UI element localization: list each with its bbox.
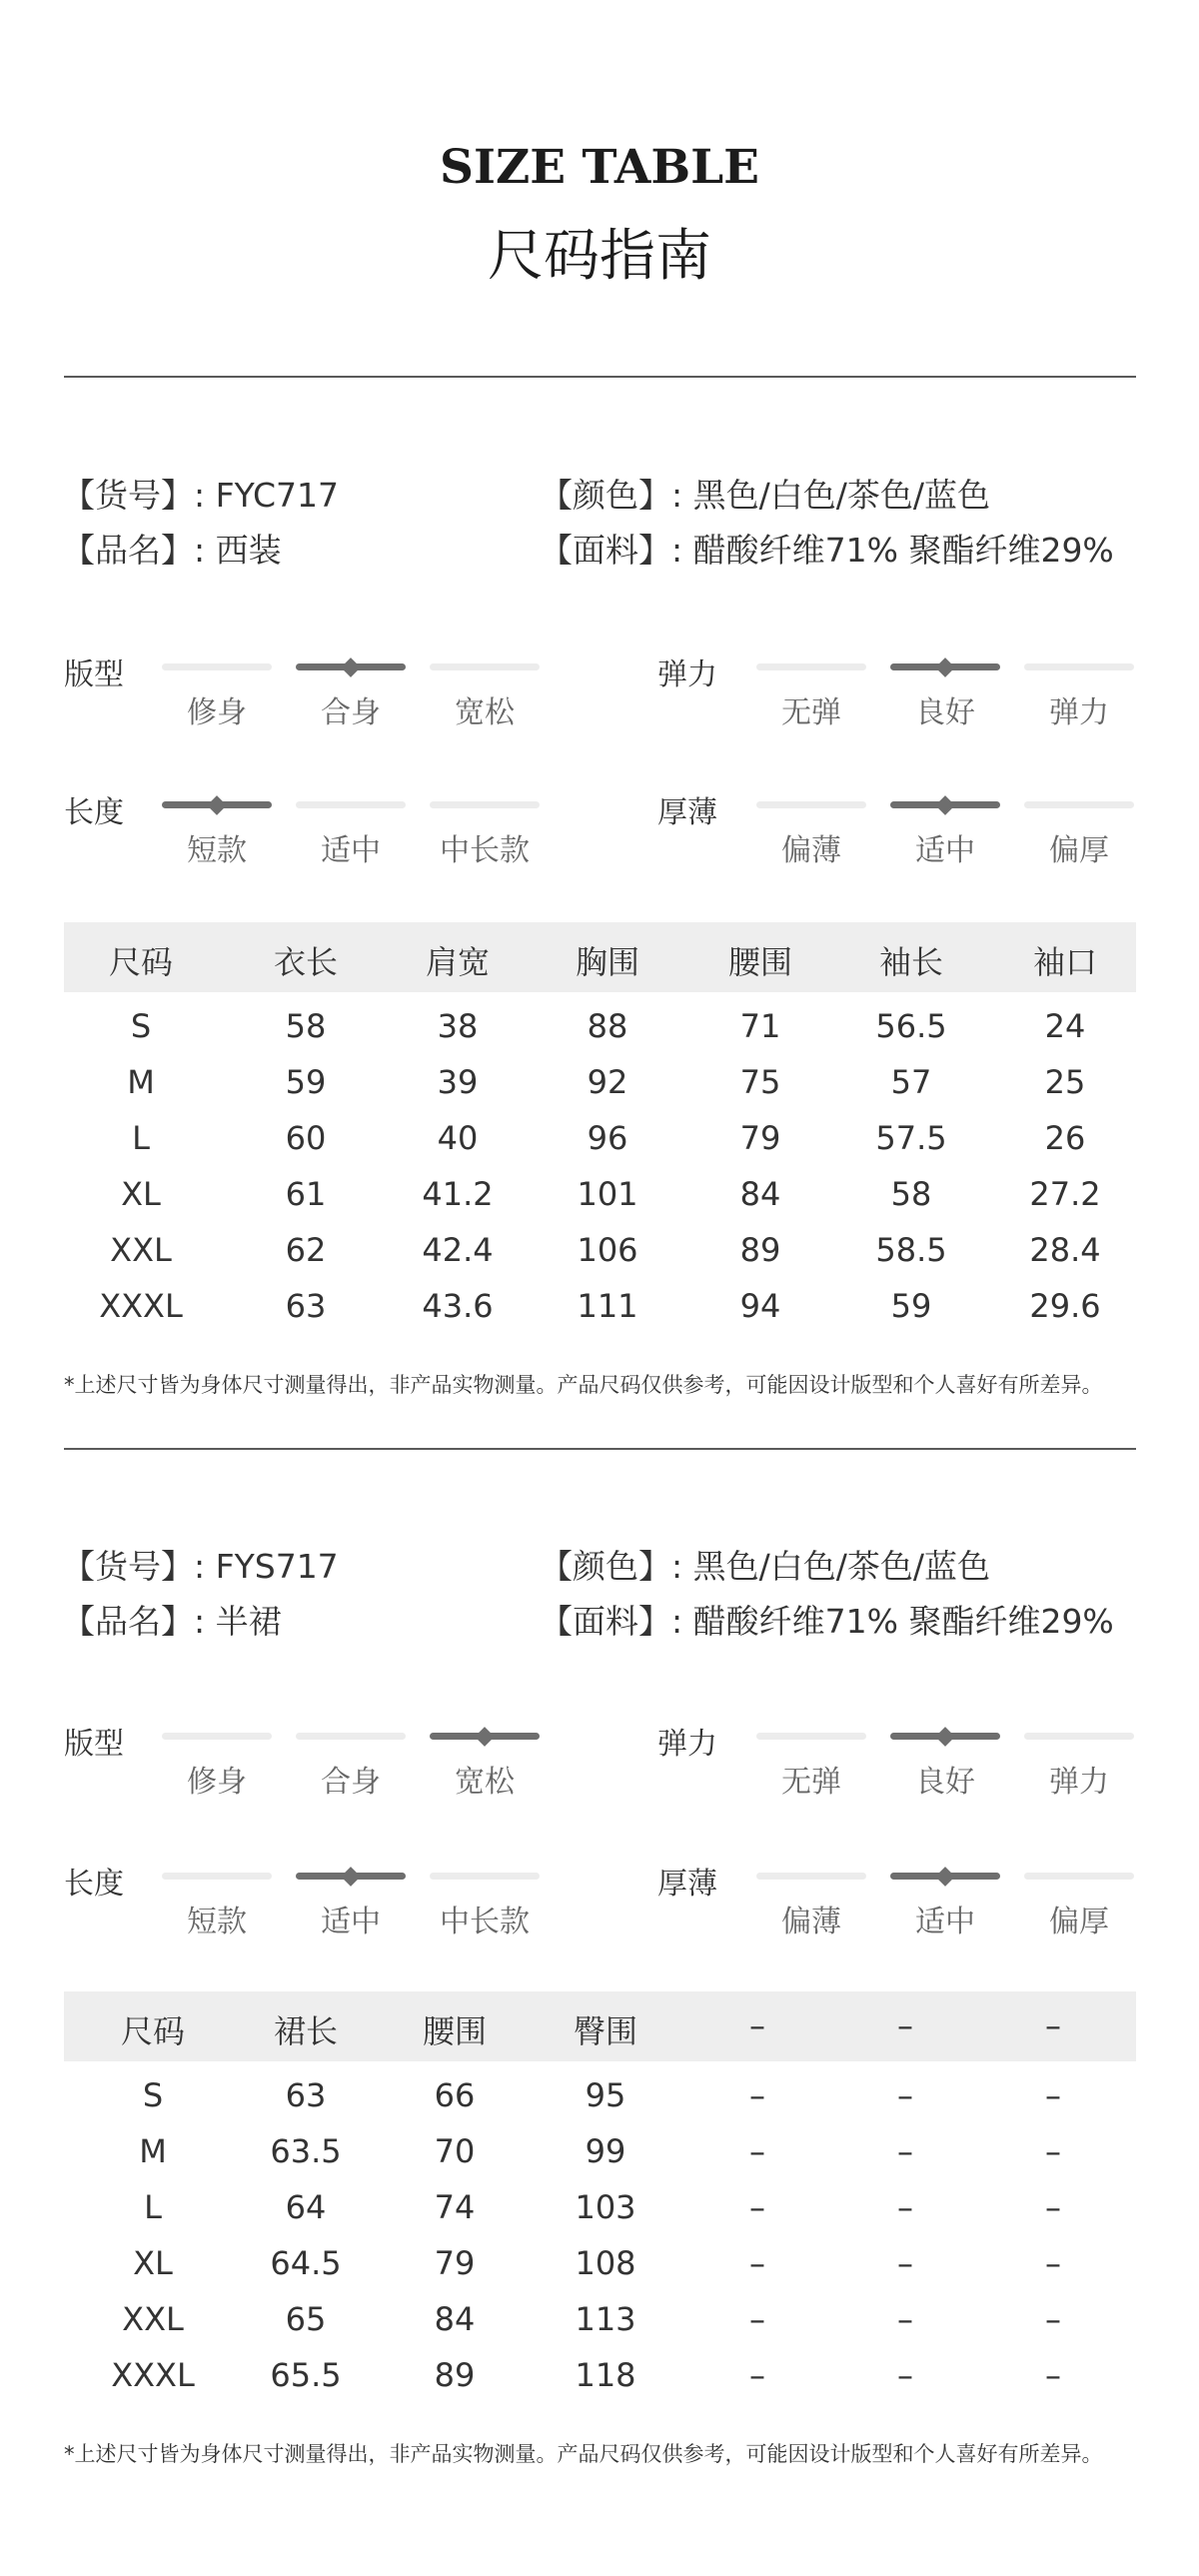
- table-cell: 88: [587, 1007, 628, 1045]
- scale-bar-selected: [430, 1733, 540, 1740]
- attribute-option: 短款: [187, 1905, 247, 1939]
- size-cell: L: [132, 1119, 150, 1157]
- scale-bar: [162, 1873, 272, 1880]
- table-cell: 64.5: [270, 2244, 342, 2282]
- attribute-option: 中长款: [440, 1905, 530, 1939]
- attribute-option: 适中: [915, 833, 975, 868]
- size-cell: XL: [121, 1175, 161, 1213]
- table-cell: 63: [285, 2076, 327, 2114]
- diamond-icon: [935, 657, 955, 677]
- table-cell: –: [1045, 2132, 1061, 2170]
- attribute-option: 宽松: [455, 695, 515, 730]
- table-cell: –: [1045, 2244, 1061, 2282]
- product-name: 【品名】: 西装: [62, 531, 282, 570]
- header-cell: 袖口: [1032, 943, 1097, 981]
- attribute-option: 偏薄: [781, 1905, 841, 1939]
- scale-bar-selected: [890, 663, 1000, 670]
- attribute-option: 适中: [321, 1905, 381, 1939]
- table-cell: 58: [890, 1175, 932, 1213]
- attribute-option: 无弹: [781, 695, 841, 730]
- scale-bar: [1024, 801, 1134, 808]
- table-cell: 59: [890, 1287, 932, 1325]
- attribute-option: 良好: [915, 1765, 975, 1800]
- scale-bar: [430, 663, 540, 670]
- table-cell: 60: [285, 1119, 327, 1157]
- table-cell: 111: [577, 1287, 638, 1325]
- table-cell: –: [1045, 2356, 1061, 2394]
- table-cell: –: [749, 2300, 765, 2338]
- header-cell: 衣长: [273, 943, 338, 981]
- size-cell: L: [144, 2188, 162, 2226]
- table-cell: 57.5: [875, 1119, 947, 1157]
- scale-bar-selected: [890, 801, 1000, 808]
- table-cell: 101: [577, 1175, 638, 1213]
- size-cell: M: [127, 1063, 155, 1101]
- table-cell: 58.5: [875, 1231, 947, 1269]
- table-cell: –: [897, 2244, 913, 2282]
- attribute-option: 合身: [321, 1765, 381, 1800]
- scale-bar: [756, 1733, 866, 1740]
- table-cell: 63: [285, 1287, 327, 1325]
- table-cell: 59: [285, 1063, 327, 1101]
- attribute-label: 弹力: [657, 1727, 717, 1762]
- table-cell: 29.6: [1029, 1287, 1101, 1325]
- item-number: 【货号】: FYS717: [62, 1547, 339, 1586]
- scale-bar: [162, 1733, 272, 1740]
- table-cell: 40: [437, 1119, 479, 1157]
- table-cell: –: [897, 2132, 913, 2170]
- attribute-option: 宽松: [455, 1765, 515, 1800]
- header-cell: –: [897, 2006, 913, 2044]
- header-cell: 肩宽: [425, 943, 490, 981]
- header-cell: –: [1045, 2006, 1061, 2044]
- table-cell: 57: [890, 1063, 932, 1101]
- table-cell: 42.4: [422, 1231, 494, 1269]
- scale-bar-selected: [890, 1873, 1000, 1880]
- diamond-icon: [341, 657, 361, 677]
- color-info: 【颜色】: 黑色/白色/茶色/蓝色: [540, 1547, 990, 1586]
- scale-bar: [1024, 1873, 1134, 1880]
- attribute-label: 版型: [64, 657, 124, 692]
- header-cell: 胸围: [575, 943, 639, 981]
- scale-bar: [756, 801, 866, 808]
- header-cell: –: [749, 2006, 765, 2044]
- table-cell: 25: [1044, 1063, 1086, 1101]
- attribute-option: 中长款: [440, 833, 530, 868]
- attribute-option: 适中: [321, 833, 381, 868]
- table-cell: 79: [739, 1119, 781, 1157]
- attribute-option: 短款: [187, 833, 247, 868]
- table-cell: 103: [575, 2188, 636, 2226]
- product-name: 【品名】: 半裙: [62, 1602, 282, 1641]
- table-cell: 75: [739, 1063, 781, 1101]
- table-cell: 106: [577, 1231, 638, 1269]
- size-cell: XXL: [110, 1231, 172, 1269]
- table-cell: –: [897, 2188, 913, 2226]
- table-cell: –: [897, 2076, 913, 2114]
- attribute-option: 弹力: [1049, 1765, 1109, 1800]
- size-cell: XXXL: [111, 2356, 195, 2394]
- scale-bar-selected: [296, 663, 406, 670]
- scale-bar-selected: [162, 801, 272, 808]
- size-note: *上述尺寸皆为身体尺寸测量得出，非产品实物测量。产品尺码仅供参考，可能因设计版型和个人喜好有所差异。: [64, 1373, 1103, 1397]
- attribute-label: 版型: [64, 1727, 124, 1762]
- title-cn: 尺码指南: [488, 224, 711, 289]
- table-cell: 27.2: [1029, 1175, 1101, 1213]
- table-cell: 39: [437, 1063, 479, 1101]
- table-cell: 108: [575, 2244, 636, 2282]
- table-cell: 71: [739, 1007, 781, 1045]
- table-cell: 41.2: [422, 1175, 494, 1213]
- attribute-label: 厚薄: [657, 795, 717, 830]
- attribute-option: 修身: [187, 1765, 247, 1800]
- attribute-option: 合身: [321, 695, 381, 730]
- header-cell: 袖长: [878, 943, 943, 981]
- divider-top: [64, 376, 1136, 378]
- table-cell: 38: [437, 1007, 479, 1045]
- table-cell: 65: [285, 2300, 327, 2338]
- scale-bar: [296, 801, 406, 808]
- table-cell: 92: [587, 1063, 628, 1101]
- table-cell: 63.5: [270, 2132, 342, 2170]
- diamond-icon: [475, 1727, 495, 1747]
- diamond-icon: [341, 1867, 361, 1887]
- scale-bar: [756, 663, 866, 670]
- size-cell: XL: [133, 2244, 173, 2282]
- table-cell: 89: [434, 2356, 476, 2394]
- scale-bar: [162, 663, 272, 670]
- scale-bar-selected: [890, 1733, 1000, 1740]
- table-cell: 99: [585, 2132, 626, 2170]
- diamond-icon: [207, 795, 227, 815]
- item-number: 【货号】: FYC717: [62, 476, 339, 515]
- attribute-option: 弹力: [1049, 695, 1109, 730]
- header-cell: 臀围: [573, 2012, 637, 2050]
- table-cell: 24: [1044, 1007, 1086, 1045]
- table-cell: 28.4: [1029, 1231, 1101, 1269]
- attribute-label: 长度: [64, 795, 124, 830]
- scale-bar-selected: [296, 1873, 406, 1880]
- table-cell: 94: [739, 1287, 781, 1325]
- title-en: SIZE TABLE: [440, 140, 759, 195]
- diamond-icon: [935, 1727, 955, 1747]
- table-cell: 61: [285, 1175, 327, 1213]
- table-cell: –: [749, 2132, 765, 2170]
- attribute-option: 良好: [915, 695, 975, 730]
- attribute-option: 适中: [915, 1905, 975, 1939]
- table-cell: –: [1045, 2300, 1061, 2338]
- attribute-option: 偏厚: [1049, 1905, 1109, 1939]
- table-cell: 74: [434, 2188, 476, 2226]
- table-cell: 96: [587, 1119, 628, 1157]
- fabric-info: 【面料】: 醋酸纤维71% 聚酯纤维29%: [540, 1602, 1114, 1641]
- scale-bar: [430, 1873, 540, 1880]
- scale-bar: [1024, 1733, 1134, 1740]
- table-cell: 43.6: [422, 1287, 494, 1325]
- size-cell: XXXL: [99, 1287, 183, 1325]
- size-cell: M: [139, 2132, 167, 2170]
- table-cell: –: [1045, 2188, 1061, 2226]
- fabric-info: 【面料】: 醋酸纤维71% 聚酯纤维29%: [540, 531, 1114, 570]
- size-cell: XXL: [122, 2300, 184, 2338]
- divider-middle: [64, 1448, 1136, 1450]
- scale-bar: [296, 1733, 406, 1740]
- header-cell: 腰围: [422, 2012, 487, 2050]
- table-cell: –: [749, 2244, 765, 2282]
- table-cell: 58: [285, 1007, 327, 1045]
- table-cell: 70: [434, 2132, 476, 2170]
- scale-bar: [756, 1873, 866, 1880]
- table-cell: 56.5: [875, 1007, 947, 1045]
- attribute-option: 偏厚: [1049, 833, 1109, 868]
- header-cell: 尺码: [108, 943, 173, 981]
- attribute-option: 无弹: [781, 1765, 841, 1800]
- table-cell: 84: [434, 2300, 476, 2338]
- table-cell: 89: [739, 1231, 781, 1269]
- diamond-icon: [935, 1867, 955, 1887]
- size-cell: S: [130, 1007, 152, 1045]
- table-cell: 113: [575, 2300, 636, 2338]
- table-cell: 64: [285, 2188, 327, 2226]
- header-cell: 裙长: [273, 2012, 338, 2050]
- table-cell: 95: [585, 2076, 626, 2114]
- table-cell: 79: [434, 2244, 476, 2282]
- table-cell: –: [749, 2076, 765, 2114]
- table-cell: 26: [1044, 1119, 1086, 1157]
- table-cell: –: [749, 2188, 765, 2226]
- color-info: 【颜色】: 黑色/白色/茶色/蓝色: [540, 476, 990, 515]
- table-cell: –: [749, 2356, 765, 2394]
- table-cell: –: [897, 2300, 913, 2338]
- attribute-label: 长度: [64, 1867, 124, 1902]
- attribute-option: 修身: [187, 695, 247, 730]
- size-cell: S: [142, 2076, 164, 2114]
- table-cell: 62: [285, 1231, 327, 1269]
- scale-bar: [430, 801, 540, 808]
- table-cell: 118: [575, 2356, 636, 2394]
- table-cell: 84: [739, 1175, 781, 1213]
- attribute-label: 弹力: [657, 657, 717, 692]
- header-cell: 腰围: [727, 943, 792, 981]
- scale-bar: [1024, 663, 1134, 670]
- diamond-icon: [935, 795, 955, 815]
- table-cell: 66: [434, 2076, 476, 2114]
- size-note: *上述尺寸皆为身体尺寸测量得出，非产品实物测量。产品尺码仅供参考，可能因设计版型和个人喜好有所差异。: [64, 2442, 1103, 2466]
- table-cell: 65.5: [270, 2356, 342, 2394]
- attribute-option: 偏薄: [781, 833, 841, 868]
- table-cell: –: [897, 2356, 913, 2394]
- attribute-label: 厚薄: [657, 1867, 717, 1902]
- table-cell: –: [1045, 2076, 1061, 2114]
- header-cell: 尺码: [120, 2012, 185, 2050]
